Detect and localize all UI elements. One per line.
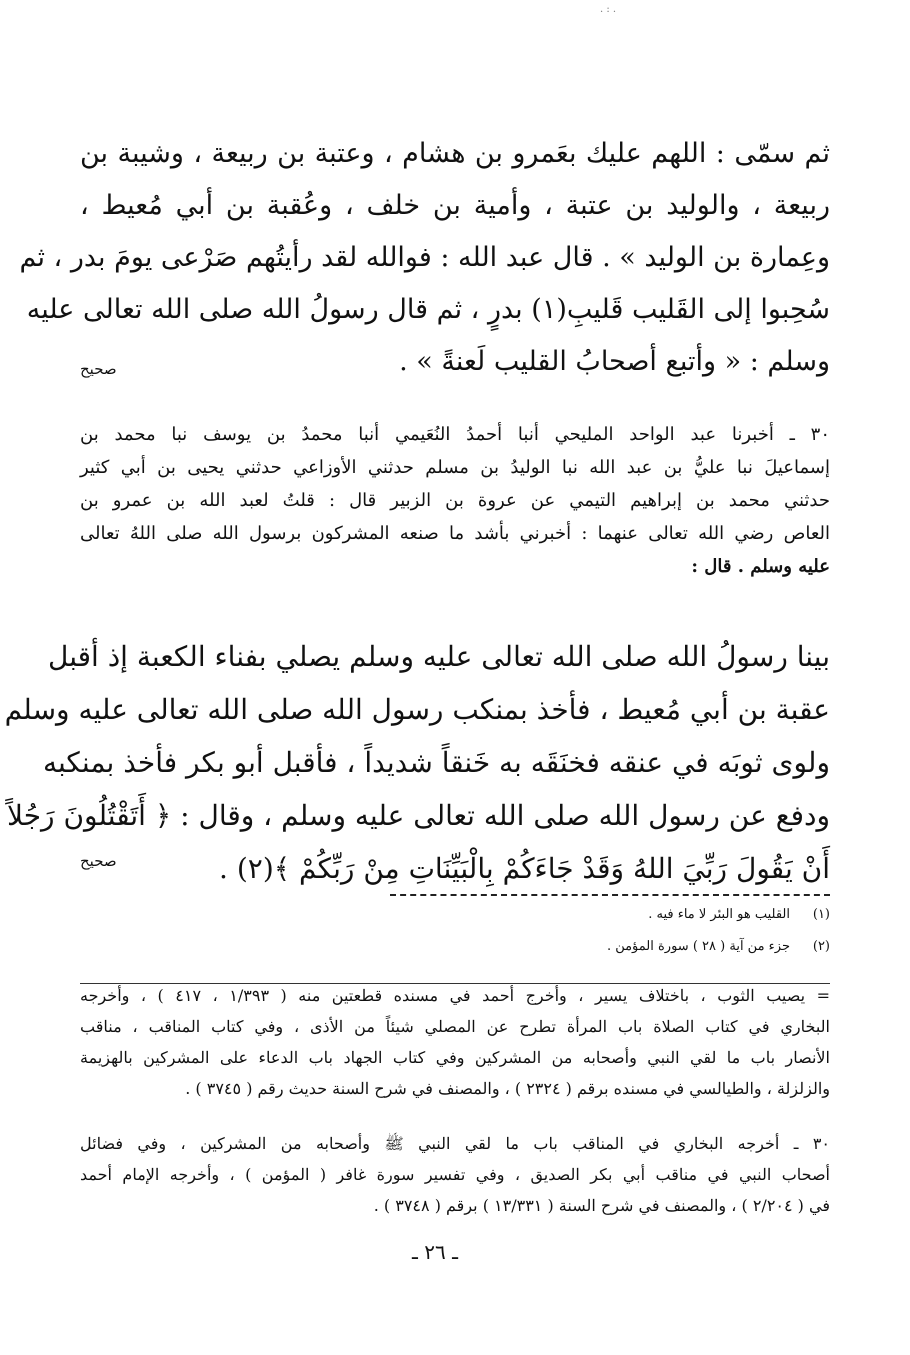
takhrij-line: = يصيب الثوب ، باختلاف يسير ، وأخرج أحمد في مسنده قطعتين منه ( ١/٣٩٣ ، ٤١٧ ) ، وأخرجه <box>80 986 830 1005</box>
isnad-line: ٣٠ ـ أخبرنا عبد الواحد المليحي أنبا أحمدُ النُعَيمي أنبا محمدُ بن يوسف نبا محمد بن <box>80 424 830 445</box>
takhrij-30 <box>80 1128 830 1221</box>
isnad-line: العاص رضي الله تعالى عنهما : أخبرني بأشد ما صنعه المشركون برسول الله صلى اللهُ تعالى <box>80 523 830 544</box>
top-mark: . : . <box>600 4 617 15</box>
hadith-line: ودفع عن رسول الله صلى الله تعالى عليه وسلم ، وقال : ﴿ أَتَقْتُلُونَ رَجُلاً <box>7 799 830 832</box>
hadith-29-ending <box>19 128 830 388</box>
text-line: وسلم : « وأتبع أصحابُ القليب لَعنةً » . <box>399 346 830 377</box>
footnote-number: (١) <box>812 907 830 922</box>
takhrij-line: أصحاب النبي في مناقب أبي بكر الصديق ، وفي تفسير سورة غافر ( المؤمن ) ، وأخرجه الإمام أحمد <box>80 1165 830 1184</box>
footnote-2 <box>380 936 830 958</box>
isnad-30 <box>80 418 830 583</box>
text-line: سُحِبوا إلى القَليب قَليبِ(١) بدرٍ ، ثم قال رسولُ الله صلى الله تعالى عليه <box>26 294 830 325</box>
text-line: ربيعة ، والوليد بن عتبة ، وأمية بن خلف ، وعُقبة بن أبي مُعيط ، <box>80 190 830 221</box>
isnad-line: عليه وسلم . قال : <box>691 556 830 577</box>
isnad-line: إسماعيلَ نبا عليُّ بن عبد الله نبا الوليدُ بن مسلم حدثني الأوزاعي حدثني يحيى بن أبي كثير <box>80 457 830 478</box>
footnote-divider <box>390 894 830 896</box>
grade-label-1: صحيح <box>80 360 117 378</box>
hadith-line: ولوى ثوبَه في عنقه فخنَقَه به خَنقاً شديداً ، فأقبل أبو بكر فأخذ بمنكبه <box>42 746 830 779</box>
footnote-1 <box>380 904 830 926</box>
page-number: ـ ٢٦ ـ <box>412 1240 458 1264</box>
hadith-line: أَنْ يَقُولَ رَبِّيَ اللهُ وَقَدْ جَاءَكُمْ بِالْبَيِّنَاتِ مِنْ رَبِّكُمْ ﴾(٢) . <box>219 852 830 885</box>
text-line: وعِمارة بن الوليد » . قال عبد الله : فوالله لقد رأيتُهم صَرْعى يومَ بدر ، ثم <box>19 242 830 273</box>
takhrij-line: في ( ٢/٢٠٤ ) ، والمصنف في شرح السنة ( ١٣/٣٣١ ) برقم ( ٣٧٤٨ ) . <box>373 1196 830 1215</box>
hadith-line: بينا رسولُ الله صلى الله تعالى عليه وسلم يصلي بفناء الكعبة إذ أقبل <box>47 640 830 673</box>
takhrij-line: ٣٠ ـ أخرجه البخاري في المناقب باب ما لقي النبي ﷺ وأصحابه من المشركين ، وفي فضائل <box>80 1134 830 1153</box>
takhrij-continuation <box>80 980 830 1104</box>
grade-label-2: صحيح <box>80 852 117 870</box>
footnote-text: جزء من آية ( ٢٨ ) سورة المؤمن . <box>606 939 790 954</box>
hadith-line: عقبة بن أبي مُعيط ، فأخذ بمنكب رسول الله صلى الله تعالى عليه وسلم <box>4 693 830 726</box>
takhrij-line: والزلزلة ، والطيالسي في مسنده برقم ( ٢٣٢٤ ) ، والمصنف في شرح السنة حديث رقم ( ٣٧٤٥ ) . <box>185 1079 830 1098</box>
hadith-30-matn <box>4 630 830 895</box>
text-line: ثم سمّى : اللهم عليك بعَمرو بن هشام ، وعتبة بن ربيعة ، وشيبة بن <box>80 138 830 169</box>
footnote-text: القليب هو البئر لا ماء فيه . <box>648 907 790 922</box>
footnote-number: (٢) <box>812 939 830 954</box>
takhrij-line: البخاري في كتاب الصلاة باب المرأة تطرح عن المصلي شيئاً من الأذى ، وفي كتاب المناقب ، مناقب <box>80 1017 830 1036</box>
isnad-line: حدثني محمد بن إبراهيم التيمي عن عروة بن الزبير قال : قلتُ لعبد الله بن عمرو بن <box>80 490 830 511</box>
takhrij-line: الأنصار باب ما لقي النبي وأصحابه من المشركين وفي كتاب الجهاد باب الدعاء على المشركين بالهزيمة <box>80 1048 830 1067</box>
